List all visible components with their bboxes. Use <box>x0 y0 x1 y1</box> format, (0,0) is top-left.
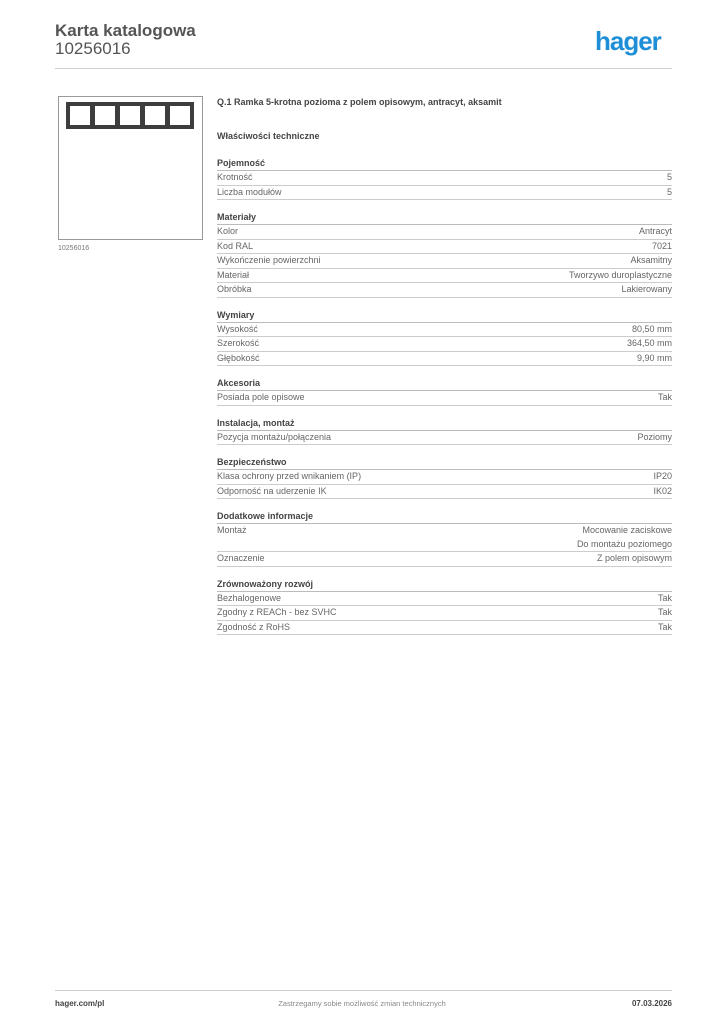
spec-row <box>217 352 672 367</box>
spec-value-text: Poziomy <box>637 431 672 442</box>
spec-value-text: Tak <box>657 607 672 617</box>
section-title: Pojemność <box>217 156 672 171</box>
spec-label: Materiał <box>217 269 250 280</box>
spec-value <box>577 524 672 551</box>
spec-row <box>217 552 672 567</box>
spec-value <box>653 470 672 484</box>
spec-value <box>653 485 672 499</box>
spec-value <box>639 225 672 239</box>
spec-row <box>217 470 672 485</box>
spec-row <box>217 254 672 269</box>
spec-label: Oznaczenie <box>217 553 265 563</box>
spec-section <box>217 416 672 446</box>
spec-value-text: 7021 <box>651 240 672 251</box>
spec-section <box>217 376 672 406</box>
spec-value <box>667 186 672 200</box>
spec-label: Wysokość <box>217 323 258 334</box>
spec-row <box>217 431 672 446</box>
section-title: Akcesoria <box>217 376 672 391</box>
section-title: Instalacja, montaż <box>217 416 672 431</box>
spec-value-text: Z polem opisowym <box>596 553 672 563</box>
spec-value <box>652 240 672 254</box>
spec-row <box>217 186 672 201</box>
spec-value <box>658 592 672 606</box>
spec-row <box>217 240 672 255</box>
spec-row <box>217 171 672 186</box>
footer-divider <box>55 990 672 991</box>
spec-label: Pozycja montażu/połączenia <box>217 431 332 442</box>
spec-value <box>597 552 672 566</box>
frame-5-gang-image <box>66 102 194 129</box>
page-title: Karta katalogowa <box>55 21 196 40</box>
image-caption: 10256016 <box>58 245 90 252</box>
spec-label: Liczba modułów <box>217 186 282 197</box>
spec-label: Głębokość <box>217 352 260 363</box>
spec-value <box>630 254 672 268</box>
spec-row <box>217 592 672 607</box>
product-details <box>217 96 672 635</box>
spec-value-text: Tak <box>657 392 672 402</box>
spec-label: Bezhalogenowe <box>217 592 282 603</box>
spec-value <box>658 606 672 620</box>
section-title: Zrównoważony rozwój <box>217 577 672 592</box>
spec-label: Kolor <box>217 226 239 236</box>
spec-label: Posiada pole opisowe <box>217 392 305 402</box>
spec-value-text: IP20 <box>653 471 672 481</box>
spec-row <box>217 283 672 298</box>
section-title: Bezpieczeństwo <box>217 455 672 470</box>
spec-value-text: Tak <box>657 592 672 603</box>
section-title: Dodatkowe informacje <box>217 509 672 524</box>
spec-value-text-2: Do montażu poziomego <box>576 538 672 549</box>
spec-label: Zgodny z REACh - bez SVHC <box>217 607 337 617</box>
spec-label: Obróbka <box>217 284 252 294</box>
footer-notice: Zastrzegamy sobie możliwość zmian technicznych <box>278 999 446 1008</box>
spec-value <box>632 323 672 337</box>
spec-section <box>217 577 672 636</box>
spec-value-text: Lakierowany <box>621 284 672 294</box>
section-title: Materiały <box>217 210 672 225</box>
spec-row <box>217 269 672 284</box>
spec-value-text: 5 <box>666 186 672 197</box>
spec-value <box>637 431 672 445</box>
spec-value <box>658 391 672 405</box>
spec-label: Zgodność z RoHS <box>217 621 291 632</box>
properties-heading: Właściwości techniczne <box>217 131 320 141</box>
spec-label: Wykończenie powierzchni <box>217 255 321 265</box>
spec-value-text: Antracyt <box>638 226 672 236</box>
spec-value-text: 9,90 mm <box>636 352 672 363</box>
product-image <box>58 96 203 240</box>
spec-row <box>217 323 672 338</box>
footer-website-link[interactable]: hager.com/pl <box>55 999 105 1008</box>
spec-value <box>627 337 672 351</box>
footer-date: 07.03.2026 <box>631 999 672 1008</box>
product-title: Q.1 Ramka 5-krotna pozioma z polem opisowym, antracyt, aksamit <box>217 97 502 107</box>
header-divider <box>55 68 672 69</box>
spec-value <box>658 621 672 635</box>
spec-section <box>217 156 672 200</box>
section-title: Wymiary <box>217 308 672 323</box>
spec-value <box>667 171 672 185</box>
spec-section <box>217 308 672 367</box>
spec-row <box>217 606 672 621</box>
spec-section <box>217 509 672 567</box>
product-code: 10256016 <box>55 39 131 58</box>
spec-value-text: Tworzywo duroplastyczne <box>568 269 672 280</box>
spec-label: Krotność <box>217 172 253 182</box>
spec-label: Szerokość <box>217 338 260 348</box>
spec-label: Kod RAL <box>217 240 254 251</box>
spec-value-text: 364,50 mm <box>626 338 672 348</box>
spec-section <box>217 455 672 499</box>
spec-label: Montaż <box>217 525 247 535</box>
spec-value-text: Mocowanie zaciskowe <box>582 525 672 535</box>
spec-value-text: Tak <box>657 621 672 632</box>
spec-row <box>217 225 672 240</box>
spec-row <box>217 524 672 552</box>
spec-section <box>217 210 672 298</box>
spec-row <box>217 621 672 636</box>
spec-value <box>569 269 672 283</box>
spec-label: Klasa ochrony przed wnikaniem (IP) <box>217 471 362 481</box>
spec-value-text: 80,50 mm <box>631 323 672 334</box>
spec-value <box>637 352 672 366</box>
spec-value <box>621 283 672 297</box>
spec-row <box>217 337 672 352</box>
spec-value-text: IK02 <box>653 485 672 496</box>
spec-row <box>217 391 672 406</box>
spec-value-text: Aksamitny <box>630 255 672 265</box>
hager-logo: hager <box>595 26 661 56</box>
spec-label: Odporność na uderzenie IK <box>217 485 327 496</box>
spec-row <box>217 485 672 500</box>
spec-value-text: 5 <box>666 172 672 182</box>
